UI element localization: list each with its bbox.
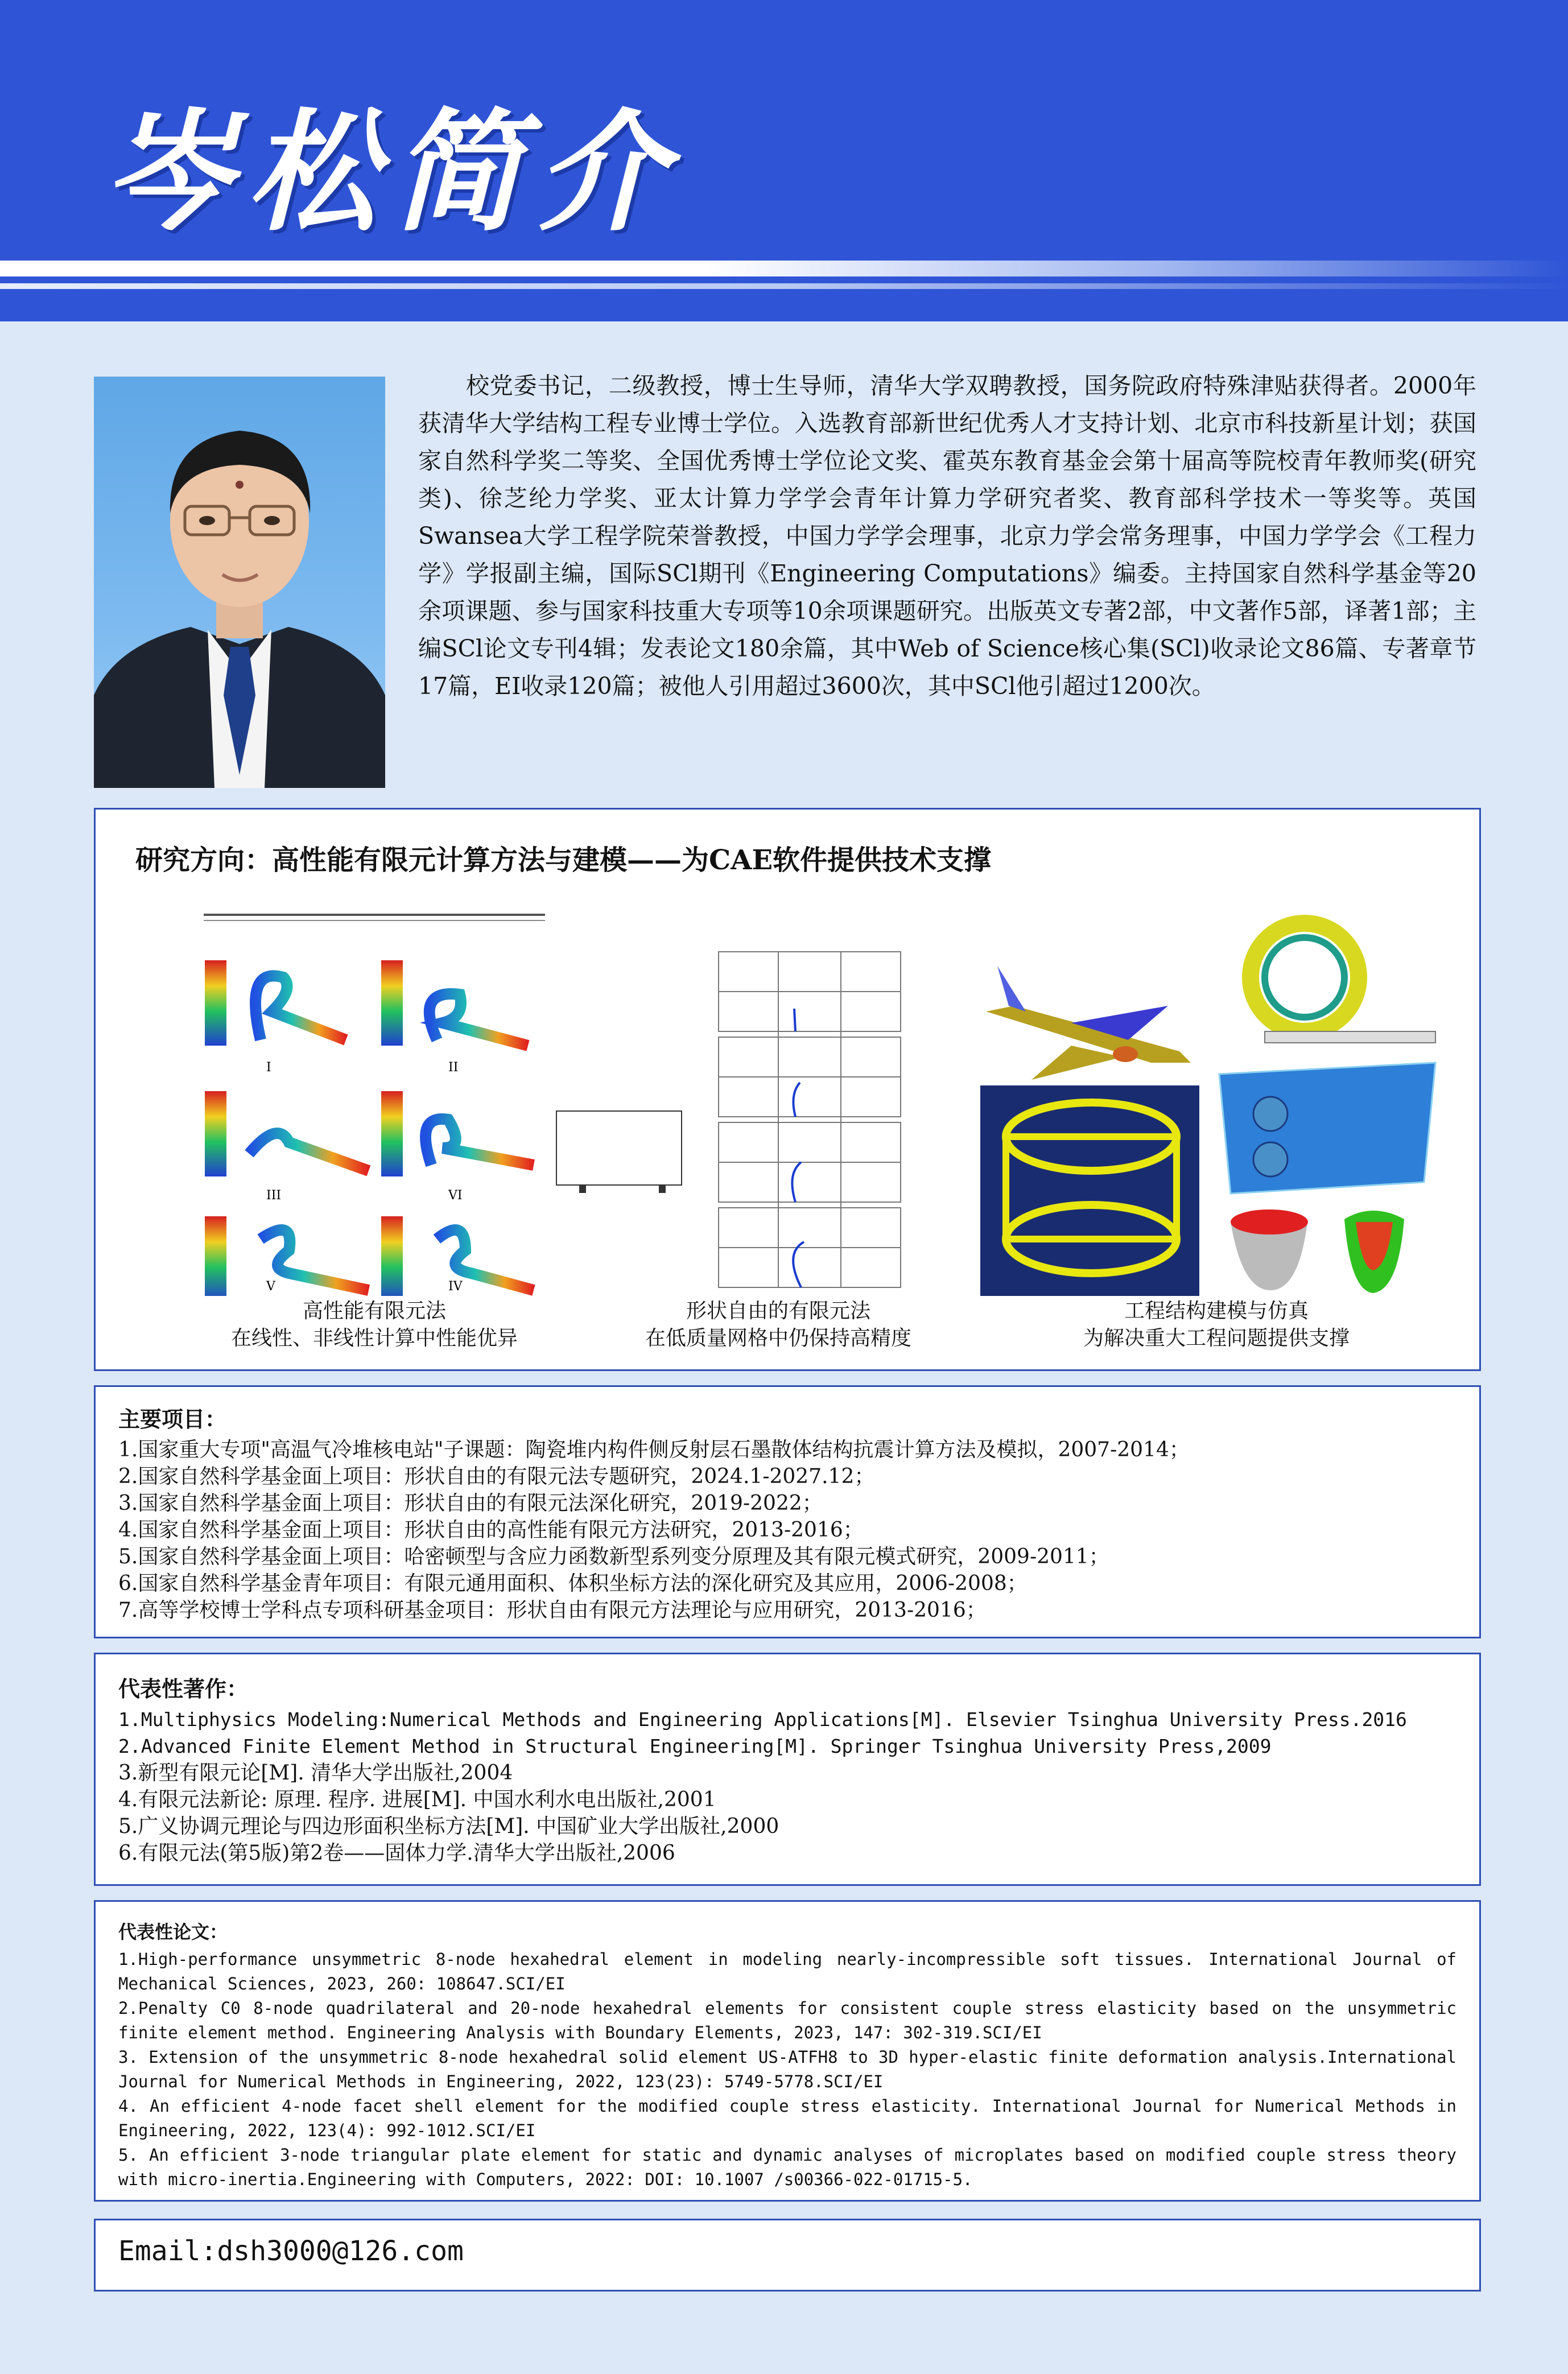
project-item: 1.国家重大专项"高温气冷堆核电站"子课题：陶瓷堆内构件侧反射层石墨散体结构抗震计算方法及模拟，2007-2014； <box>118 1438 1190 1461</box>
plot-label: IV <box>448 1279 463 1294</box>
project-item: 7.高等学校博士学科点专项科研基金项目：形状自由有限元方法理论与应用研究，2013-2016； <box>118 1599 987 1622</box>
figure2-caption <box>602 1298 955 1352</box>
figure2-caption-subtitle: 在低质量网格中仍保持高精度 <box>645 1327 911 1350</box>
papers-title: 代表性论文： <box>118 1921 228 1943</box>
header-stripe <box>0 261 1568 276</box>
book-item: 1.Multiphysics Modeling:Numerical Methods and Engineering Applications[M]. Elsevier Tsinghua University Press.2016 <box>118 1708 1407 1731</box>
page-title: 岑松简介 <box>102 97 680 249</box>
figure1-caption <box>209 1298 539 1352</box>
plot-label: II <box>448 1060 459 1075</box>
figure-high-performance-fem <box>198 898 551 1296</box>
book-item: 4.有限元法新论: 原理. 程序. 进展[M]. 中国水利水电出版社,2001 <box>118 1788 716 1811</box>
figure3-caption-title: 工程结构建模与仿真 <box>1124 1299 1309 1323</box>
plot-label: VI <box>448 1188 463 1203</box>
research-title: 研究方向：高性能有限元计算方法与建模——为CAE软件提供技术支撑 <box>135 844 992 876</box>
figure3-caption <box>1051 1298 1381 1352</box>
papers-section <box>94 1900 1481 2202</box>
projects-section <box>94 1385 1481 1638</box>
header-stripe-thin <box>0 283 1568 289</box>
project-item: 3.国家自然科学基金面上项目：形状自由的有限元法深化研究，2019-2022； <box>118 1492 823 1515</box>
heart-model <box>1231 1209 1404 1293</box>
book-item: 6.有限元法(第5版)第2卷——固体力学.清华大学出版社,2006 <box>118 1842 675 1865</box>
contact-section <box>94 2219 1481 2292</box>
airplane-model <box>986 966 1191 1080</box>
projects-title: 主要项目： <box>118 1407 227 1432</box>
book-item: 3.新型有限元论[M]. 清华大学出版社,2004 <box>118 1761 513 1785</box>
figure2-caption-title: 形状自由的有限元法 <box>686 1299 870 1323</box>
tire-model <box>1251 923 1435 1043</box>
paper-item: 4. An efficient 4-node facet shell element for the modified couple stress elasticity. International Journal for Numerical Methods in Engineering, 2022, 123(4): 992-1012.SCI/EI <box>118 2096 1456 2140</box>
portrait-illustration <box>94 377 385 788</box>
deformation-plots <box>205 960 534 1296</box>
research-section <box>94 808 1481 1371</box>
paper-item: 2.Penalty C0 8-node quadrilateral and 20-node hexahedral elements for consistent couple stress elasticity based on the unsymmetric finite element method. Engineering Analysis with Boundary Elements, 2023, 147: 302-319.SCI/EI <box>118 1999 1456 2042</box>
book-item: 2.Advanced Finite Element Method in Structural Engineering[M]. Springer Tsinghua University Press,2009 <box>118 1735 1272 1757</box>
plot-label: III <box>266 1188 282 1203</box>
books-title: 代表性著作： <box>118 1677 249 1702</box>
plot-label: I <box>266 1060 271 1075</box>
figure1-caption-title: 高性能有限元法 <box>302 1299 446 1323</box>
paper-item: 1.High-performance unsymmetric 8-node hexahedral element in modeling nearly-incompressible soft tissues. International Journal of Mechanical Sciences, 2023, 260: 108647.SCI/EI <box>118 1950 1456 1993</box>
plot-label: V <box>266 1279 275 1294</box>
figure3-caption-subtitle: 为解决重大工程问题提供支撑 <box>1083 1327 1350 1350</box>
figure-engineering-models <box>980 892 1441 1296</box>
project-item: 2.国家自然科学基金面上项目：形状自由的有限元法专题研究，2024.1-2027.12； <box>118 1465 875 1488</box>
project-item: 4.国家自然科学基金面上项目：形状自由的高性能有限元方法研究，2013-2016； <box>118 1518 864 1542</box>
panel-mesh-model <box>1219 1063 1435 1194</box>
book-item: 5.广义协调元理论与四边形面积坐标方法[M]. 中国矿业大学出版社,2000 <box>118 1815 779 1838</box>
project-item: 6.国家自然科学基金青年项目：有限元通用面积、体积坐标方法的深化研究及其应用，2006-2008； <box>118 1572 1028 1595</box>
cylinder-mesh-model <box>980 1085 1199 1296</box>
paper-item: 3. Extension of the unsymmetric 8-node hexahedral solid element US-ATFH8 to 3D hyper-elastic finite deformation analysis.International Journal for Numerical Methods in Engineering, 2022, 123(23): 5749-5778.SCI/EI <box>118 2047 1456 2091</box>
header-banner <box>0 0 1568 321</box>
books-section <box>94 1653 1481 1886</box>
figure-shape-free-fem <box>551 946 903 1310</box>
portrait-photo <box>94 377 385 788</box>
bio-paragraph: 校党委书记，二级教授，博士生导师，清华大学双聘教授，国务院政府特殊津贴获得者。2000年获清华大学结构工程专业博士学位。入选教育部新世纪优秀人才支持计划、北京市科技新星计划；获国家自然科学奖二等奖、全国优秀博士学位论文奖、霍英东教育基金会第十届高等院校青年教师奖(研究类)、徐芝纶力学奖、亚太计算力学学会青年计算力学研究者奖、教育部科学技术一等奖等。英国Swansea大学工程学院荣誉教授，中国力学学会理事，北京力学会常务理事，中国力学学会《工程力学》学报副主编，国际SCl期刊《Engineering Computations》编委。主持国家自然科学基金等20余项课题、参与国家科技重大专项等10余项课题研究。出版英文专著2部，中文著作5部，译著1部；主编SCl论文专刊4辑；发表论文180余篇，其中Web of Science核心集(SCl)收录论文86篇、专著章节17篇，EI收录120篇；被他人引用超过3600次，其中SCl他引超过1200次。 <box>418 372 1476 700</box>
paper-item: 5. An efficient 3-node triangular plate element for static and dynamic analyses of microplates based on modified couple stress theory with micro-inertia.Engineering with Computers, 2022: DOI: 10.1007 /s00366-022-01715-5. <box>118 2145 1456 2189</box>
project-item: 5.国家自然科学基金面上项目：哈密顿型与含应力函数新型系列变分原理及其有限元模式研究，2009-2011； <box>118 1545 1109 1568</box>
email-link[interactable]: Email:dsh3000@126.com <box>118 2235 464 2267</box>
figure1-caption-subtitle: 在线性、非线性计算中性能优异 <box>230 1327 518 1350</box>
